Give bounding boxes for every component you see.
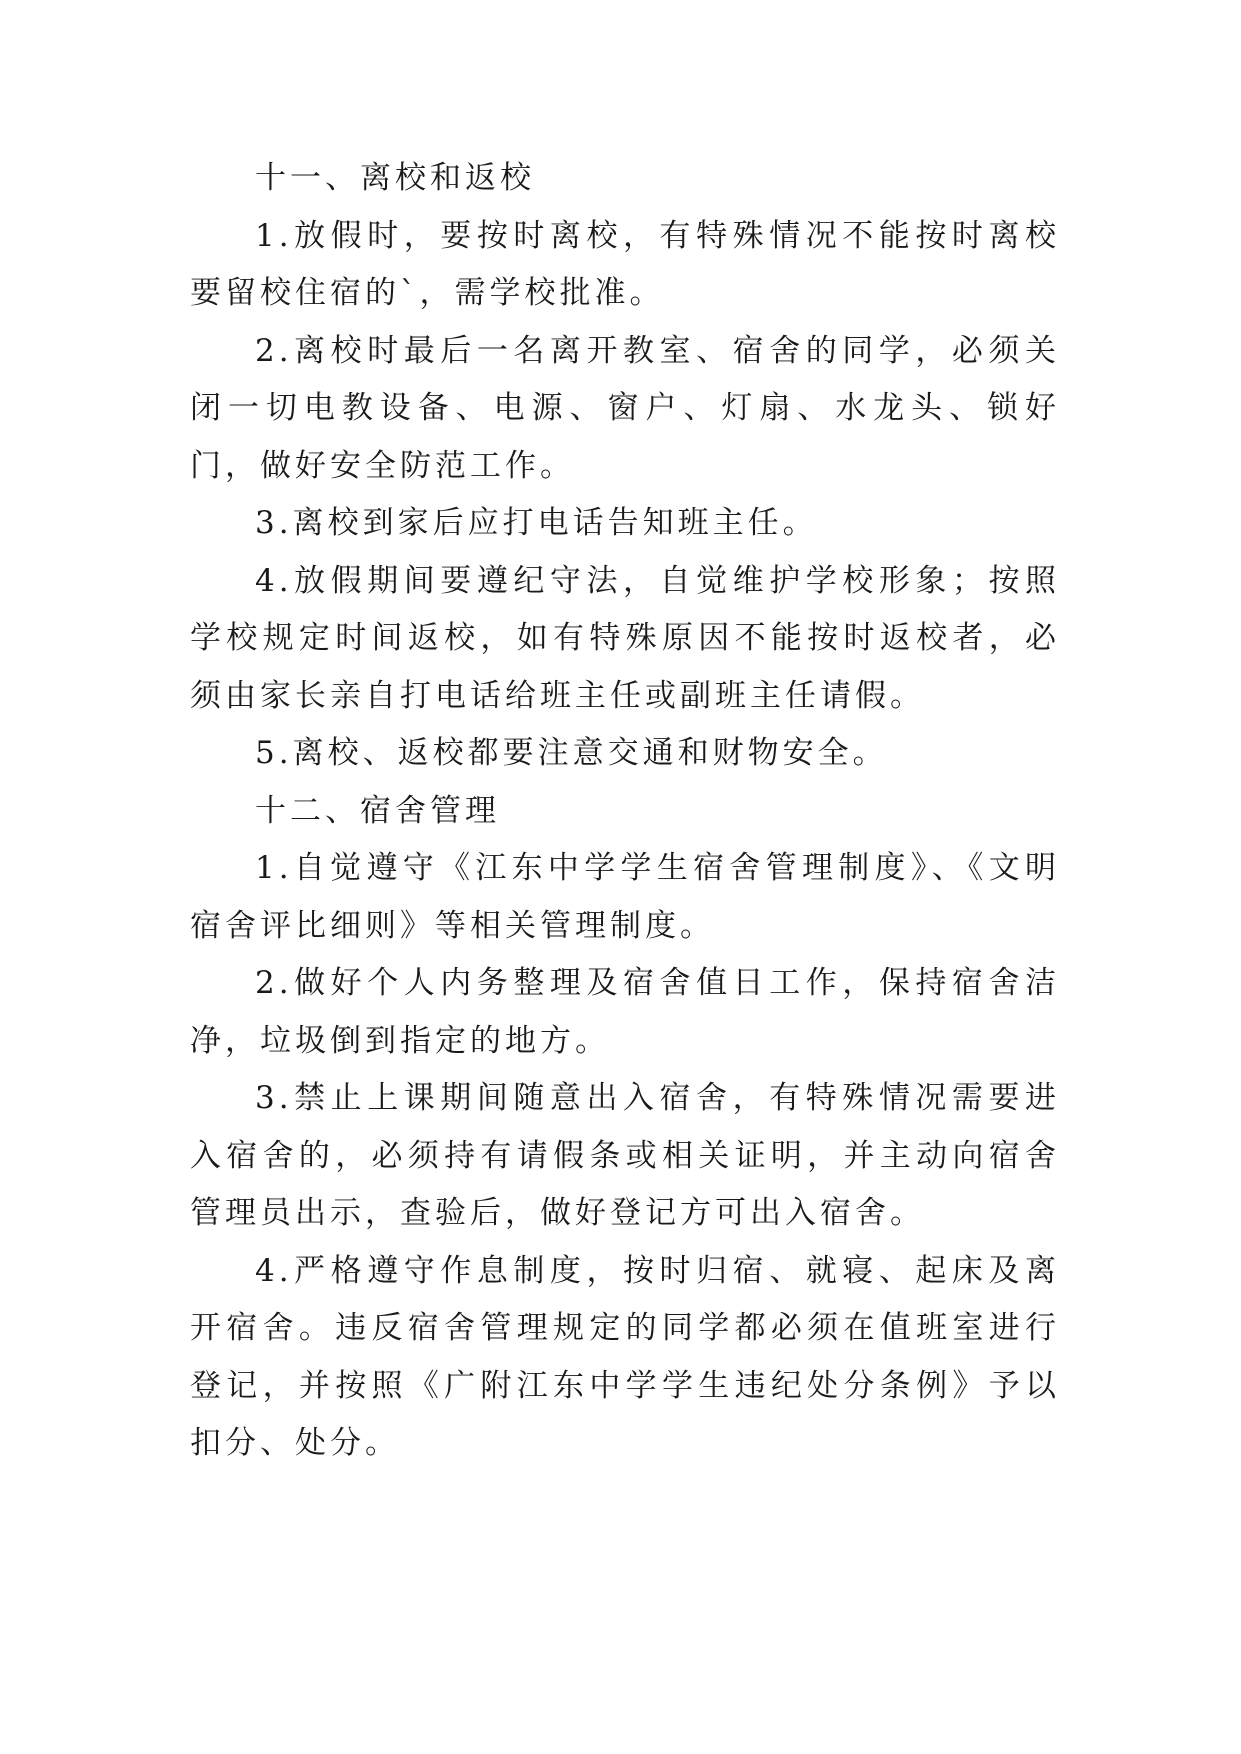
paragraph-item: 2.离校时最后一名离开教室、宿舍的同学，必须关闭一切电教设备、电源、窗户、灯扇、水龙头、锁好门，做好安全防范工作。: [190, 332, 1060, 484]
paragraph-item: 3.禁止上课期间随意出入宿舍，有特殊情况需要进入宿舍的，必须持有请假条或相关证明，并主动向宿舍管理员出示，查验后，做好登记方可出入宿舍。: [190, 1080, 1060, 1231]
paragraph-item: 2.做好个人内务整理及宿舍值日工作，保持宿舍洁净，垃圾倒到指定的地方。: [190, 965, 1060, 1059]
document-body: [190, 150, 1060, 1473]
paragraph-item: 5.离校、返校都要注意交通和财物安全。: [255, 735, 888, 771]
paragraph-item: 1.放假时，要按时离校，有特殊情况不能按时离校要留校住宿的`，需学校批准。: [190, 217, 1060, 311]
paragraph-item: 1.自觉遵守《江东中学学生宿舍管理制度》、《文明宿舍评比细则》等相关管理制度。: [190, 850, 1060, 944]
section-heading-dormitory-management: 十二、宿舍管理: [255, 792, 500, 829]
paragraph-item: 4.严格遵守作息制度，按时归宿、就寝、起床及离开宿舍。违反宿舍管理规定的同学都必须在值班室进行登记，并按照《广附江东中学学生违纪处分条例》予以扣分、处分。: [190, 1252, 1060, 1461]
paragraph-item: 3.离校到家后应打电话告知班主任。: [255, 505, 818, 541]
section-heading-leaving-returning: 十一、离校和返校: [255, 160, 535, 196]
paragraph-item: 4.放假期间要遵纪守法，自觉维护学校形象；按照学校规定时间返校，如有特殊原因不能按时返校者，必须由家长亲自打电话给班主任或副班主任请假。: [190, 562, 1060, 714]
